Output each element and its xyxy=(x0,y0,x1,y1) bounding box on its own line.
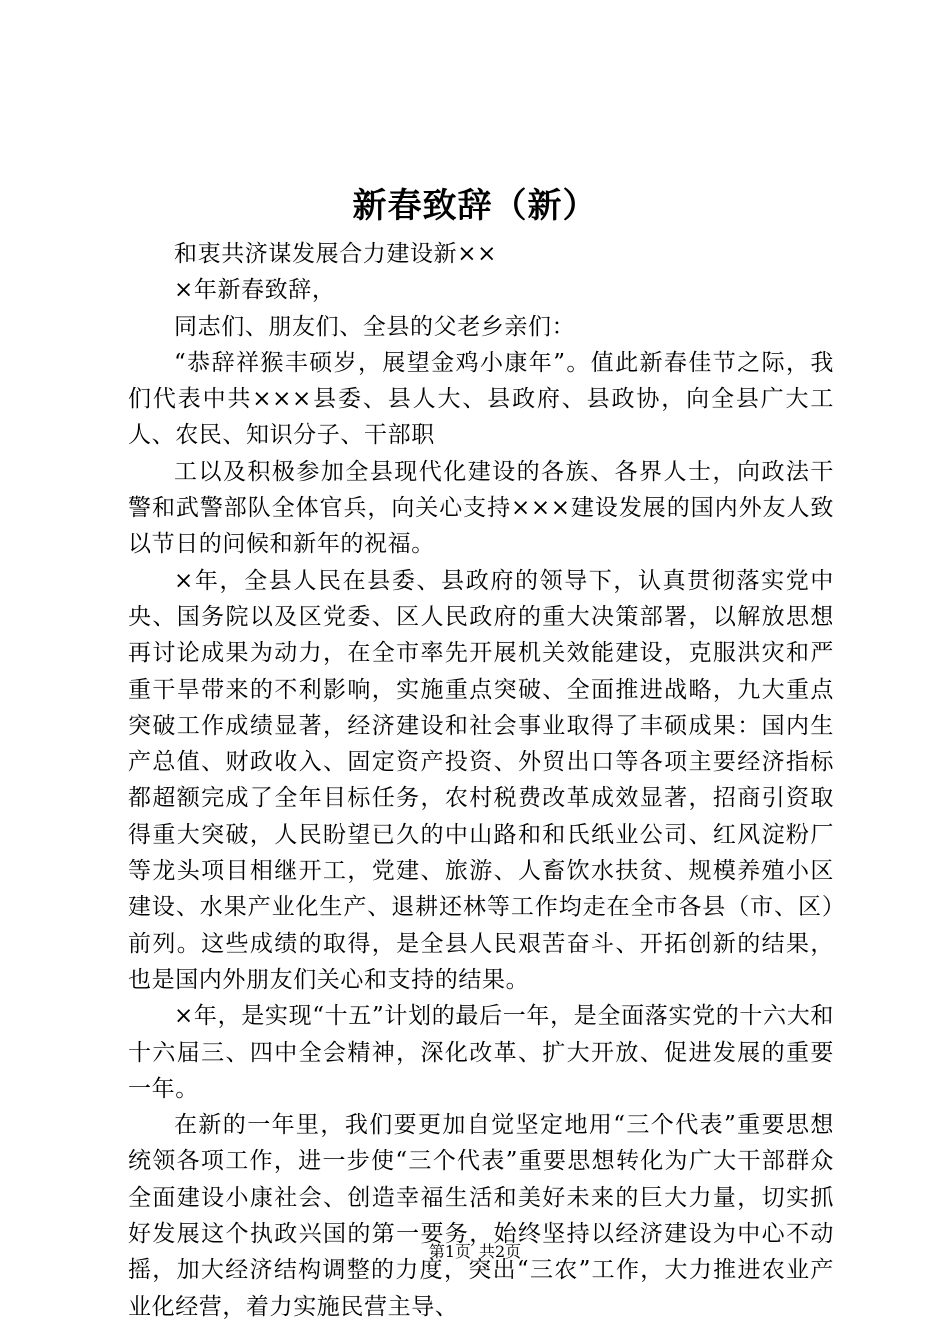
paragraph-greeting: “恭辞祥猴丰硕岁，展望金鸡小康年”。值此新春佳节之际，我们代表中共×××县委、县人大、县政府、县政协，向全县广大工人、农民、知识分子、干部职 xyxy=(128,349,834,449)
paragraph-heading-line-2: ×年新春致辞， xyxy=(174,277,336,304)
paragraph-new-year-plan: 在新的一年里，我们要更加自觉坚定地用“三个代表”重要思想统领各项工作，进一步使“三个代表”重要思想转化为广大干部群众全面建设小康社会、创造幸福生活和美好未来的巨大力量，切实抓好发展这个执政兴国的第一要务，始终坚持以经济建设为中心不动摇，加大经济结构调整的力度，突出“三农”工作，大力推进农业产业化经营，着力实施民营主导、 xyxy=(128,1112,834,1320)
page-number-current: 第1页 xyxy=(428,1242,471,1261)
paragraph-achievements: ×年，全县人民在县委、县政府的领导下，认真贯彻落实党中央、国务院以及区党委、区人民政府的重大决策部署，以解放思想再讨论成果为动力，在全市率先开展机关效能建设，克服洪灾和严重干旱带来的不利影响，实施重点突破、全面推进战略，九大重点突破工作成绩显著，经济建设和社会事业取得了丰硕成果：国内生产总值、财政收入、固定资产投资、外贸出口等各项主要经济指标都超额完成了全年目标任务，农村税费改革成效显著，招商引资取得重大突破，人民盼望已久的中山路和和氏纸业公司、红风淀粉厂等龙头项目相继开工，党建、旅游、人畜饮水扶贫、规模养殖小区建设、水果产业化生产、退耕还林等工作均走在全市各县（市、区）前列。这些成绩的取得，是全县人民艰苦奋斗、开拓创新的结果，也是国内外朋友们关心和支持的结果。 xyxy=(128,567,834,993)
paragraph-heading-line-1: 和衷共济谋发展合力建设新×× xyxy=(174,241,497,267)
document-body xyxy=(128,236,834,1325)
paragraph-greeting-continued: 工以及积极参加全县现代化建设的各族、各界人士，向政法干警和武警部队全体官兵，向关心支持×××建设发展的国内外友人致以节日的问候和新年的祝福。 xyxy=(128,458,834,558)
document-title: 新春致辞（新） xyxy=(352,186,598,226)
page-number-total: 共2页 xyxy=(479,1242,522,1261)
paragraph-year-importance: ×年，是实现“十五”计划的最后一年，是全面落实党的十六大和十六届三、四中全会精神，深化改革、扩大开放、促进发展的重要一年。 xyxy=(128,1003,834,1102)
page-footer xyxy=(0,1240,950,1264)
paragraph-salutation: 同志们、朋友们、全县的父老乡亲们： xyxy=(174,313,576,340)
